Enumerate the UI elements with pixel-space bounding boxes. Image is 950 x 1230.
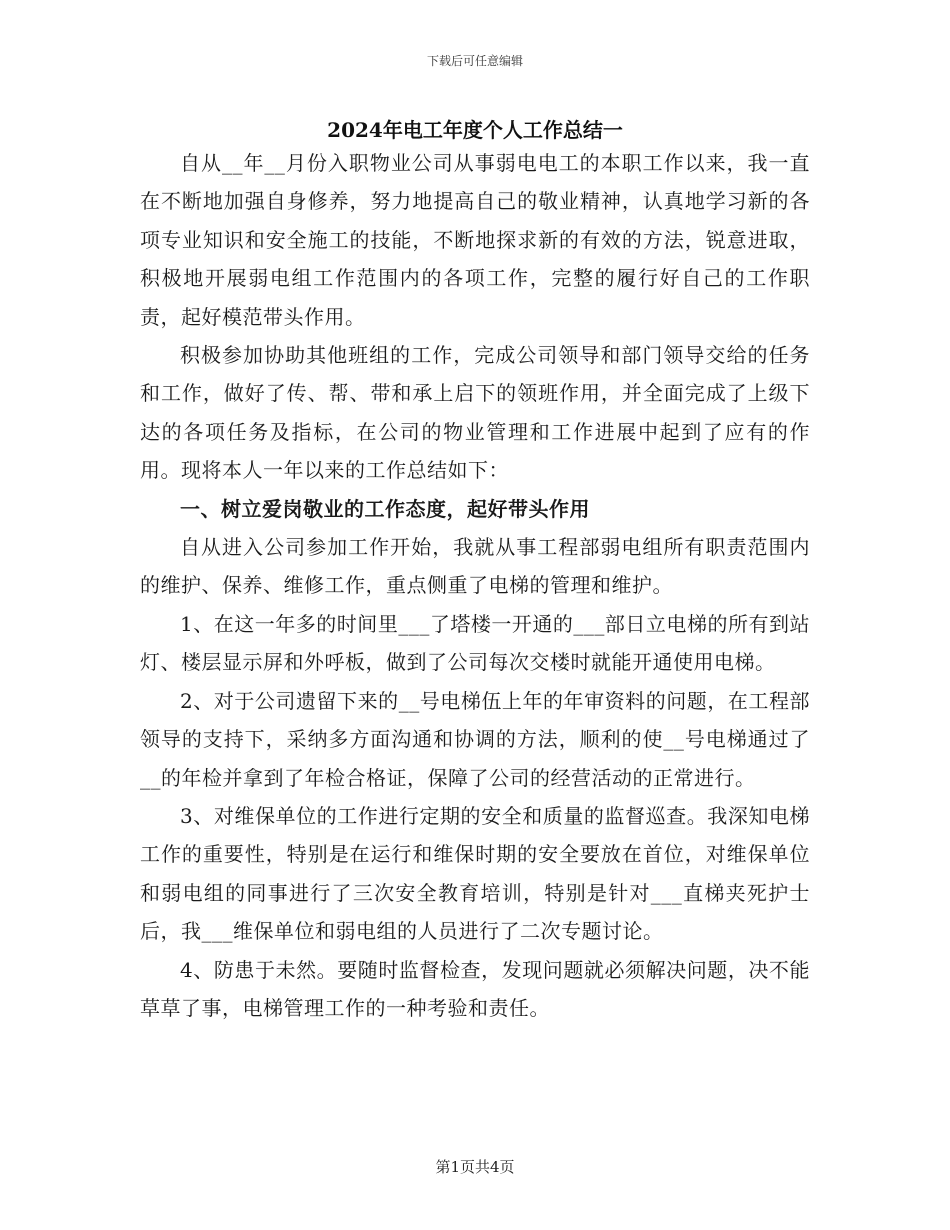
section-heading-1: 一、树立爱岗敬业的工作态度，起好带头作用 bbox=[180, 496, 590, 521]
page-number-footer: 第1页共4页 bbox=[435, 1158, 515, 1176]
list-item-3: 3、对维保单位的工作进行定期的安全和质量的监督巡查。我深知电梯工作的重要性，特别是在运行和维保时期的安全要放在首位，对维保单位和弱电组的同事进行了三次安全教育培训，特别是针对___直梯夹死护士后，我___维保单位和弱电组的人员进行了二次专题讨论。 bbox=[140, 803, 810, 944]
list-item-1: 1、在这一年多的时间里___了塔楼一开通的___部日立电梯的所有到站灯、楼层显示屏和外呼板，做到了公司每次交楼时就能开通使用电梯。 bbox=[140, 611, 810, 675]
paragraph-overview: 积极参加协助其他班组的工作，完成公司领导和部门领导交给的任务和工作，做好了传、帮、带和承上启下的领班作用，并全面完成了上级下达的各项任务及指标，在公司的物业管理和工作进展中起到了应有的作用。现将本人一年以来的工作总结如下： bbox=[140, 343, 810, 483]
paragraph-intro: 自从__年__月份入职物业公司从事弱电电工的本职工作以来，我一直在不断地加强自身修养，努力地提高自己的敬业精神，认真地学习新的各项专业知识和安全施工的技能，不断地探求新的有效的方法，锐意进取，积极地开展弱电组工作范围内的各项工作，完整的履行好自己的工作职责，起好模范带头作用。 bbox=[140, 151, 810, 329]
list-item-4: 4、防患于未然。要随时监督检查，发现问题就必须解决问题，决不能草草了事，电梯管理工作的一种考验和责任。 bbox=[140, 957, 810, 1020]
paragraph-section-1: 自从进入公司参加工作开始，我就从事工程部弱电组所有职责范围内的维护、保养、维修工作，重点侧重了电梯的管理和维护。 bbox=[140, 535, 810, 598]
document-title: 2024年电工年度个人工作总结一 bbox=[327, 118, 623, 142]
document-body bbox=[140, 144, 810, 1027]
header-note: 下载后可任意编辑 bbox=[426, 54, 523, 68]
list-item-2: 2、对于公司遗留下来的__号电梯伍上年的年审资料的问题，在工程部领导的支持下，采纳多方面沟通和协调的方法，顺利的使__号电梯通过了__的年检并拿到了年检合格证，保障了公司的经营活动的正常进行。 bbox=[140, 688, 810, 790]
